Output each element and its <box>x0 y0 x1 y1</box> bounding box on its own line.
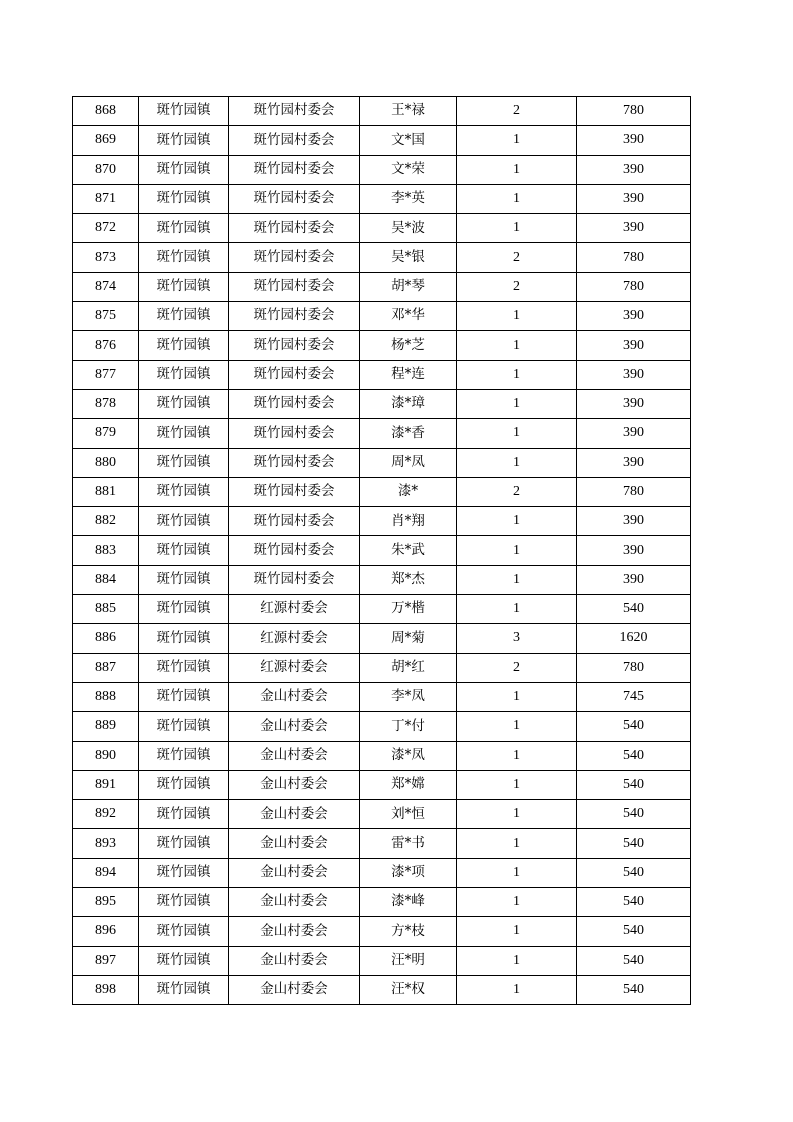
row-number-cell: 872 <box>73 214 139 243</box>
village-committee-cell: 红源村委会 <box>229 653 360 682</box>
table-row <box>73 126 691 155</box>
table-row <box>73 888 691 917</box>
amount-cell: 540 <box>577 800 691 829</box>
row-number-cell: 893 <box>73 829 139 858</box>
amount-cell: 390 <box>577 507 691 536</box>
row-number-cell: 877 <box>73 360 139 389</box>
row-number-cell: 869 <box>73 126 139 155</box>
village-committee-cell: 斑竹园村委会 <box>229 536 360 565</box>
village-committee-cell: 金山村委会 <box>229 741 360 770</box>
amount-cell: 745 <box>577 682 691 711</box>
row-number-cell: 887 <box>73 653 139 682</box>
village-committee-cell: 斑竹园村委会 <box>229 155 360 184</box>
town-cell: 斑竹园镇 <box>139 214 229 243</box>
village-committee-cell: 金山村委会 <box>229 770 360 799</box>
person-name-cell: 漆*凤 <box>360 741 457 770</box>
table-row <box>73 800 691 829</box>
row-number-cell: 897 <box>73 946 139 975</box>
person-count-cell: 1 <box>457 741 577 770</box>
amount-cell: 780 <box>577 97 691 126</box>
village-committee-cell: 斑竹园村委会 <box>229 214 360 243</box>
town-cell: 斑竹园镇 <box>139 302 229 331</box>
amount-cell: 540 <box>577 712 691 741</box>
amount-cell: 390 <box>577 419 691 448</box>
person-count-cell: 1 <box>457 389 577 418</box>
table-row <box>73 712 691 741</box>
row-number-cell: 876 <box>73 331 139 360</box>
table-row <box>73 917 691 946</box>
row-number-cell: 883 <box>73 536 139 565</box>
amount-cell: 540 <box>577 917 691 946</box>
row-number-cell: 875 <box>73 302 139 331</box>
village-committee-cell: 金山村委会 <box>229 682 360 711</box>
village-committee-cell: 金山村委会 <box>229 800 360 829</box>
person-name-cell: 朱*武 <box>360 536 457 565</box>
amount-cell: 540 <box>577 741 691 770</box>
person-count-cell: 1 <box>457 419 577 448</box>
row-number-cell: 891 <box>73 770 139 799</box>
row-number-cell: 894 <box>73 858 139 887</box>
person-name-cell: 雷*书 <box>360 829 457 858</box>
person-name-cell: 胡*红 <box>360 653 457 682</box>
person-count-cell: 1 <box>457 214 577 243</box>
table-row <box>73 331 691 360</box>
person-count-cell: 1 <box>457 595 577 624</box>
row-number-cell: 895 <box>73 888 139 917</box>
row-number-cell: 884 <box>73 565 139 594</box>
village-committee-cell: 斑竹园村委会 <box>229 419 360 448</box>
town-cell: 斑竹园镇 <box>139 682 229 711</box>
town-cell: 斑竹园镇 <box>139 975 229 1004</box>
village-committee-cell: 斑竹园村委会 <box>229 360 360 389</box>
person-name-cell: 漆* <box>360 477 457 506</box>
amount-cell: 780 <box>577 243 691 272</box>
amount-cell: 540 <box>577 888 691 917</box>
town-cell: 斑竹园镇 <box>139 770 229 799</box>
person-name-cell: 文*国 <box>360 126 457 155</box>
village-committee-cell: 斑竹园村委会 <box>229 272 360 301</box>
village-committee-cell: 红源村委会 <box>229 595 360 624</box>
table-row <box>73 243 691 272</box>
row-number-cell: 898 <box>73 975 139 1004</box>
village-committee-cell: 斑竹园村委会 <box>229 331 360 360</box>
person-name-cell: 郑*嫦 <box>360 770 457 799</box>
town-cell: 斑竹园镇 <box>139 272 229 301</box>
person-count-cell: 1 <box>457 302 577 331</box>
table-row <box>73 272 691 301</box>
amount-cell: 390 <box>577 389 691 418</box>
town-cell: 斑竹园镇 <box>139 155 229 184</box>
person-count-cell: 2 <box>457 477 577 506</box>
person-count-cell: 2 <box>457 97 577 126</box>
person-count-cell: 1 <box>457 917 577 946</box>
amount-cell: 540 <box>577 946 691 975</box>
person-name-cell: 漆*项 <box>360 858 457 887</box>
town-cell: 斑竹园镇 <box>139 653 229 682</box>
town-cell: 斑竹园镇 <box>139 97 229 126</box>
town-cell: 斑竹园镇 <box>139 712 229 741</box>
town-cell: 斑竹园镇 <box>139 507 229 536</box>
person-name-cell: 吴*银 <box>360 243 457 272</box>
village-committee-cell: 斑竹园村委会 <box>229 477 360 506</box>
person-count-cell: 2 <box>457 653 577 682</box>
row-number-cell: 878 <box>73 389 139 418</box>
town-cell: 斑竹园镇 <box>139 448 229 477</box>
person-name-cell: 周*菊 <box>360 624 457 653</box>
person-name-cell: 周*凤 <box>360 448 457 477</box>
town-cell: 斑竹园镇 <box>139 536 229 565</box>
table-row <box>73 741 691 770</box>
town-cell: 斑竹园镇 <box>139 741 229 770</box>
amount-cell: 1620 <box>577 624 691 653</box>
person-count-cell: 1 <box>457 448 577 477</box>
amount-cell: 390 <box>577 302 691 331</box>
table-row <box>73 155 691 184</box>
person-name-cell: 漆*香 <box>360 419 457 448</box>
person-count-cell: 1 <box>457 126 577 155</box>
row-number-cell: 879 <box>73 419 139 448</box>
amount-cell: 390 <box>577 448 691 477</box>
town-cell: 斑竹园镇 <box>139 360 229 389</box>
village-committee-cell: 斑竹园村委会 <box>229 507 360 536</box>
person-name-cell: 肖*翔 <box>360 507 457 536</box>
row-number-cell: 868 <box>73 97 139 126</box>
town-cell: 斑竹园镇 <box>139 477 229 506</box>
person-name-cell: 漆*峰 <box>360 888 457 917</box>
person-name-cell: 王*禄 <box>360 97 457 126</box>
amount-cell: 540 <box>577 595 691 624</box>
person-count-cell: 1 <box>457 888 577 917</box>
village-committee-cell: 斑竹园村委会 <box>229 448 360 477</box>
table-row <box>73 624 691 653</box>
town-cell: 斑竹园镇 <box>139 243 229 272</box>
person-name-cell: 李*英 <box>360 184 457 213</box>
row-number-cell: 871 <box>73 184 139 213</box>
table-row <box>73 448 691 477</box>
village-committee-cell: 金山村委会 <box>229 946 360 975</box>
row-number-cell: 885 <box>73 595 139 624</box>
town-cell: 斑竹园镇 <box>139 917 229 946</box>
village-committee-cell: 斑竹园村委会 <box>229 184 360 213</box>
person-name-cell: 杨*芝 <box>360 331 457 360</box>
row-number-cell: 870 <box>73 155 139 184</box>
row-number-cell: 873 <box>73 243 139 272</box>
person-name-cell: 吴*波 <box>360 214 457 243</box>
amount-cell: 540 <box>577 858 691 887</box>
table-row <box>73 653 691 682</box>
person-name-cell: 漆*璋 <box>360 389 457 418</box>
person-count-cell: 1 <box>457 858 577 887</box>
village-committee-cell: 金山村委会 <box>229 858 360 887</box>
person-name-cell: 方*枝 <box>360 917 457 946</box>
table-row <box>73 360 691 389</box>
town-cell: 斑竹园镇 <box>139 126 229 155</box>
village-committee-cell: 金山村委会 <box>229 917 360 946</box>
town-cell: 斑竹园镇 <box>139 419 229 448</box>
amount-cell: 390 <box>577 331 691 360</box>
village-committee-cell: 斑竹园村委会 <box>229 97 360 126</box>
table-row <box>73 302 691 331</box>
village-committee-cell: 斑竹园村委会 <box>229 126 360 155</box>
person-count-cell: 2 <box>457 272 577 301</box>
village-committee-cell: 金山村委会 <box>229 888 360 917</box>
row-number-cell: 896 <box>73 917 139 946</box>
table-row <box>73 946 691 975</box>
person-count-cell: 1 <box>457 536 577 565</box>
amount-cell: 780 <box>577 653 691 682</box>
person-count-cell: 1 <box>457 184 577 213</box>
data-table <box>72 96 691 1005</box>
town-cell: 斑竹园镇 <box>139 888 229 917</box>
table-row <box>73 507 691 536</box>
table-body <box>73 97 691 1005</box>
person-count-cell: 1 <box>457 682 577 711</box>
town-cell: 斑竹园镇 <box>139 800 229 829</box>
table-row <box>73 770 691 799</box>
person-count-cell: 1 <box>457 712 577 741</box>
person-name-cell: 邓*华 <box>360 302 457 331</box>
town-cell: 斑竹园镇 <box>139 946 229 975</box>
person-name-cell: 汪*权 <box>360 975 457 1004</box>
town-cell: 斑竹园镇 <box>139 595 229 624</box>
person-count-cell: 1 <box>457 565 577 594</box>
table-row <box>73 682 691 711</box>
village-committee-cell: 金山村委会 <box>229 712 360 741</box>
village-committee-cell: 红源村委会 <box>229 624 360 653</box>
person-count-cell: 1 <box>457 331 577 360</box>
person-name-cell: 胡*琴 <box>360 272 457 301</box>
village-committee-cell: 斑竹园村委会 <box>229 302 360 331</box>
person-count-cell: 1 <box>457 770 577 799</box>
amount-cell: 390 <box>577 126 691 155</box>
town-cell: 斑竹园镇 <box>139 565 229 594</box>
town-cell: 斑竹园镇 <box>139 858 229 887</box>
village-committee-cell: 金山村委会 <box>229 975 360 1004</box>
amount-cell: 390 <box>577 155 691 184</box>
town-cell: 斑竹园镇 <box>139 829 229 858</box>
amount-cell: 780 <box>577 272 691 301</box>
row-number-cell: 882 <box>73 507 139 536</box>
amount-cell: 540 <box>577 829 691 858</box>
table-row <box>73 829 691 858</box>
amount-cell: 390 <box>577 360 691 389</box>
town-cell: 斑竹园镇 <box>139 184 229 213</box>
amount-cell: 780 <box>577 477 691 506</box>
table-row <box>73 595 691 624</box>
person-count-cell: 2 <box>457 243 577 272</box>
table-row <box>73 389 691 418</box>
person-count-cell: 1 <box>457 155 577 184</box>
row-number-cell: 890 <box>73 741 139 770</box>
table-row <box>73 214 691 243</box>
person-name-cell: 丁*付 <box>360 712 457 741</box>
person-count-cell: 1 <box>457 507 577 536</box>
person-name-cell: 李*凤 <box>360 682 457 711</box>
amount-cell: 390 <box>577 536 691 565</box>
amount-cell: 390 <box>577 565 691 594</box>
village-committee-cell: 斑竹园村委会 <box>229 243 360 272</box>
person-name-cell: 刘*恒 <box>360 800 457 829</box>
table-row <box>73 858 691 887</box>
amount-cell: 540 <box>577 770 691 799</box>
person-count-cell: 1 <box>457 360 577 389</box>
person-name-cell: 程*连 <box>360 360 457 389</box>
row-number-cell: 889 <box>73 712 139 741</box>
table-row <box>73 97 691 126</box>
village-committee-cell: 斑竹园村委会 <box>229 565 360 594</box>
person-name-cell: 郑*杰 <box>360 565 457 594</box>
person-name-cell: 汪*明 <box>360 946 457 975</box>
table-row <box>73 975 691 1004</box>
table-row <box>73 536 691 565</box>
village-committee-cell: 斑竹园村委会 <box>229 389 360 418</box>
person-count-cell: 1 <box>457 829 577 858</box>
person-count-cell: 1 <box>457 975 577 1004</box>
town-cell: 斑竹园镇 <box>139 624 229 653</box>
row-number-cell: 874 <box>73 272 139 301</box>
person-count-cell: 3 <box>457 624 577 653</box>
person-name-cell: 文*荣 <box>360 155 457 184</box>
row-number-cell: 888 <box>73 682 139 711</box>
person-count-cell: 1 <box>457 946 577 975</box>
town-cell: 斑竹园镇 <box>139 331 229 360</box>
table-row <box>73 477 691 506</box>
amount-cell: 390 <box>577 214 691 243</box>
person-name-cell: 万*楷 <box>360 595 457 624</box>
row-number-cell: 886 <box>73 624 139 653</box>
town-cell: 斑竹园镇 <box>139 389 229 418</box>
amount-cell: 390 <box>577 184 691 213</box>
table-row <box>73 419 691 448</box>
person-count-cell: 1 <box>457 800 577 829</box>
village-committee-cell: 金山村委会 <box>229 829 360 858</box>
amount-cell: 540 <box>577 975 691 1004</box>
row-number-cell: 881 <box>73 477 139 506</box>
row-number-cell: 880 <box>73 448 139 477</box>
table-row <box>73 565 691 594</box>
table-row <box>73 184 691 213</box>
row-number-cell: 892 <box>73 800 139 829</box>
